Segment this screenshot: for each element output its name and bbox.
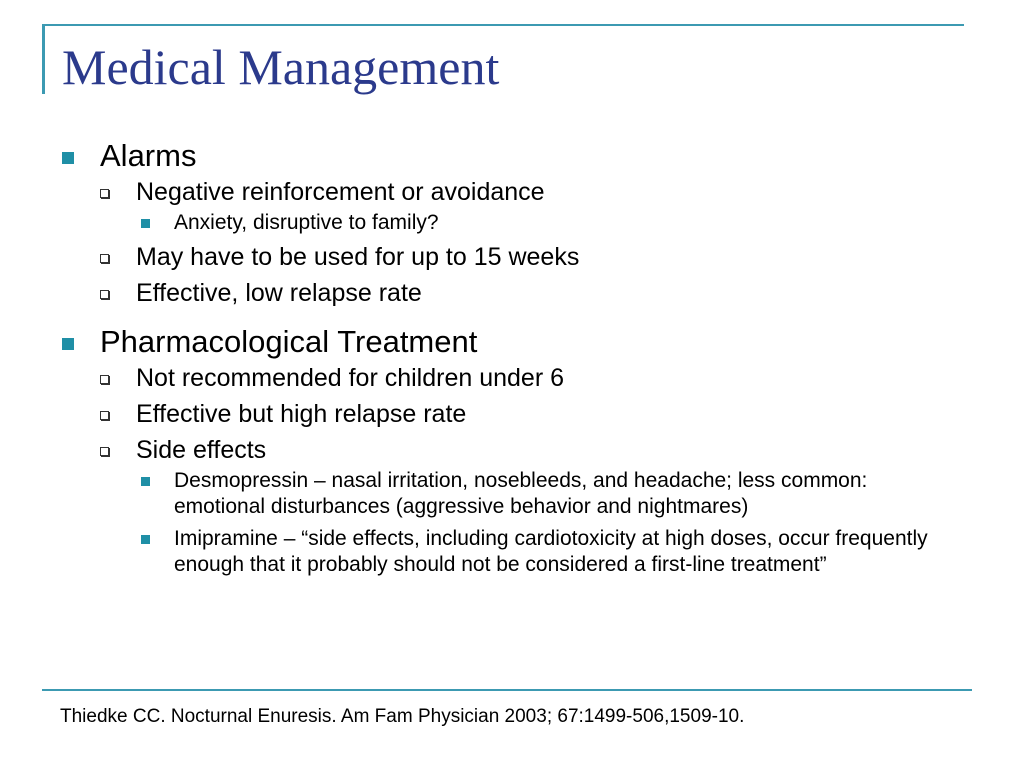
- section-label: Alarms: [100, 138, 197, 173]
- item-label: Effective but high relapse rate: [136, 400, 467, 428]
- square-bullet-icon: [141, 219, 150, 228]
- list-item: [100, 363, 962, 393]
- item-label: Not recommended for children under 6: [136, 364, 565, 392]
- list-item: [100, 177, 962, 236]
- item-label: Imipramine – “side effects, including cardiotoxicity at high doses, occur frequently enough that it probably should not be considered a first-line treatment”: [174, 527, 928, 576]
- list-item: [100, 242, 962, 272]
- hollow-square-bullet-icon: [100, 411, 109, 420]
- citation: Thiedke CC. Nocturnal Enuresis. Am Fam Physician 2003; 67:1499-506,1509-10.: [60, 706, 745, 727]
- list-item: [100, 435, 962, 578]
- list-item: [136, 468, 962, 520]
- sub-sub-list: [136, 468, 962, 578]
- square-bullet-icon: [141, 477, 150, 486]
- item-label: Effective, low relapse rate: [136, 279, 422, 307]
- sub-list: [100, 177, 962, 308]
- item-label: May have to be used for up to 15 weeks: [136, 243, 580, 271]
- item-label: Side effects: [136, 436, 267, 464]
- hollow-square-bullet-icon: [100, 375, 109, 384]
- hollow-square-bullet-icon: [100, 254, 109, 263]
- item-label: Anxiety, disruptive to family?: [174, 211, 439, 234]
- sub-sub-list: [136, 210, 962, 236]
- hollow-square-bullet-icon: [100, 290, 109, 299]
- item-label: Desmopressin – nasal irritation, nosebleeds, and headache; less common: emotional disturbances (aggressive behavior and nightmares): [174, 469, 868, 518]
- slide-body: [62, 138, 962, 578]
- square-bullet-icon: [62, 338, 74, 350]
- sub-list: [100, 363, 962, 578]
- item-label: Negative reinforcement or avoidance: [136, 178, 545, 206]
- section-alarms: [62, 138, 962, 308]
- frame-vertical-line: [42, 24, 45, 94]
- list-item: [100, 278, 962, 308]
- footer-divider: [42, 689, 972, 691]
- square-bullet-icon: [62, 152, 74, 164]
- list-item: [100, 399, 962, 429]
- section-label: Pharmacological Treatment: [100, 324, 478, 359]
- hollow-square-bullet-icon: [100, 447, 109, 456]
- frame-top-line: [42, 24, 964, 26]
- square-bullet-icon: [141, 535, 150, 544]
- list-item: [136, 526, 962, 578]
- hollow-square-bullet-icon: [100, 189, 109, 198]
- list-item: [136, 210, 962, 236]
- section-pharmacological-treatment: [62, 324, 962, 578]
- slide-title: Medical Management: [62, 39, 500, 95]
- bullet-list: [62, 138, 962, 578]
